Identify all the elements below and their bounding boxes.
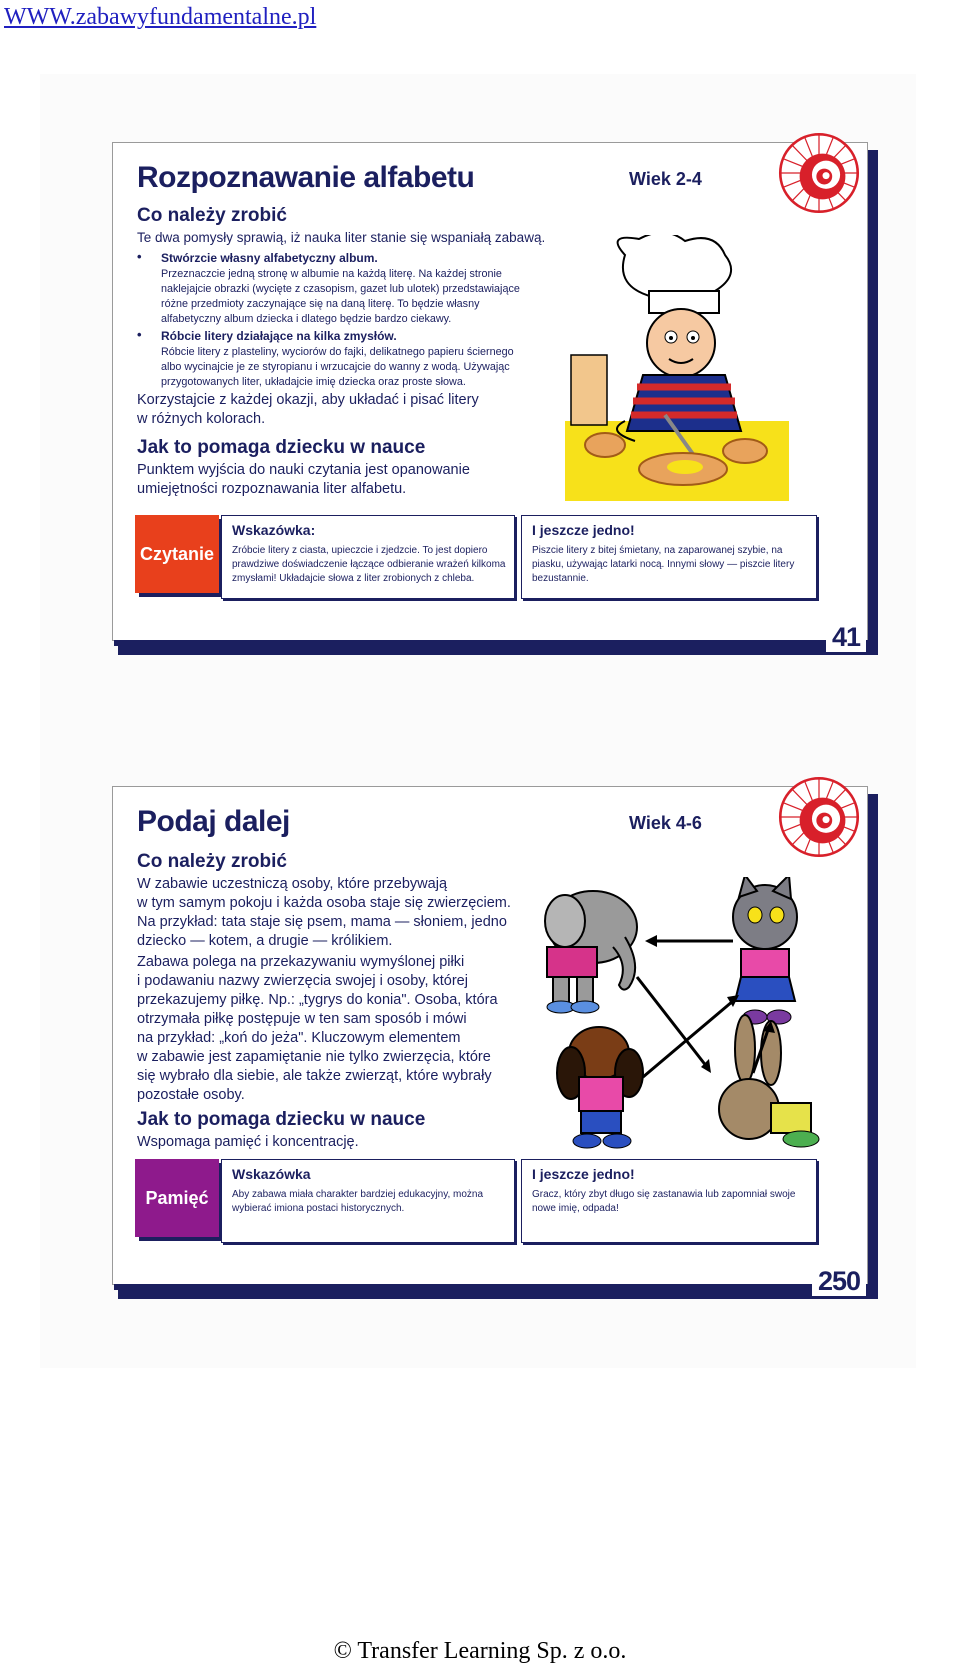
more-text: Piszcie litery z bitej śmietany, na zaparowanej szybie, na piasku, używając latarki nocą. Innymi słowy — piszcie litery bezustannie.: [532, 545, 795, 584]
section-heading-what: Co należy zrobić: [137, 851, 287, 872]
card-bottom-bar: [114, 1284, 872, 1290]
activity-card-alphabet: [112, 142, 872, 652]
cat-figure: [733, 877, 797, 1024]
category-badge: Pamięć: [135, 1159, 219, 1237]
tip-box: [221, 1159, 515, 1243]
bullet-heading: Stwórzcie własny alfabetyczny album.: [161, 251, 378, 265]
body-text-2: Zabawa polega na przekazywaniu wymyślonej piłki i podawaniu nazwy zwierzęcia swojej i osoby, której przekazujemy piłkę. Np.: „tygrys do konia". Osoba, która otrzymała piłkę postępuje w ten sam sposób i mówi na przykład: „koń do jeża". Kluczowym elementem w zabawie jest zapamiętanie nie tylko zwierzęcia, które się wybrało dla siebie, ale także zwierząt, które wybrały pozostałe osoby.: [137, 954, 498, 1103]
page-number: 250: [812, 1266, 866, 1296]
bullet-body: Róbcie litery z plasteliny, wyciorów do fajki, delikatnego papieru ściernego albo wycinajcie je ze styropianu i wrzucajcie do wanny z wodą. Używając przygotowanych liter, układajcie imię dziecka oraz proste słowa.: [161, 346, 514, 388]
bullet-marker: •: [137, 327, 142, 342]
body-text: W zabawie uczestniczą osoby, które przebywają w tym samym pokoju i każda osoba staje się zwierzęciem. Na przykład: tata staje się psem, mama — słoniem, jedno dziecko — kotem, a drugie — królikiem.: [137, 876, 511, 949]
tip-title: Wskazówka:: [232, 522, 316, 538]
card-face: [112, 786, 868, 1285]
card-bottom-bar: [114, 640, 872, 646]
bullet-body: Przeznaczcie jedną stronę w albumie na każdą literę. Na każdej stronie naklejajcie obrazki (wycięte z czasopism, gazet lub ulotek) przedstawiające różne przedmioty zaczynające się na daną literę. To będzie własny alfabetyczny album dziecka i dlatego będzie bardzo ciekawy.: [161, 268, 520, 325]
animals-illustration: [533, 877, 823, 1177]
bullet-marker: •: [137, 249, 142, 264]
tip-text: Zróbcie litery z ciasta, upieczcie i zjedzcie. To jest dopiero prawdziwe doświadczenie łączące odbieranie wrażeń kilkoma zmysłami! Układajcie słowa z liter zrobionych z chleba.: [232, 545, 506, 584]
tip-text: Aby zabawa miała charakter bardziej edukacyjny, można wybierać imiona postaci historycznych.: [232, 1189, 484, 1214]
rabbit-figure: [719, 1015, 819, 1147]
tip-title: Wskazówka: [232, 1166, 311, 1182]
more-text: Gracz, który zbyt długo się zastanawia lub zapomniał swoje nowe imię, odpada!: [532, 1189, 796, 1214]
how-text: Punktem wyjścia do nauki czytania jest opanowanie umiejętności rozpoznawania liter alfabetu.: [137, 462, 470, 497]
dog-figure: [557, 1027, 643, 1148]
intro-text: Te dwa pomysły sprawią, iż nauka liter stanie się wspaniałą zabawą.: [137, 230, 546, 245]
card-title: Rozpoznawanie alfabetu: [137, 161, 475, 194]
age-range: Wiek 4-6: [629, 813, 702, 833]
more-box: [521, 515, 817, 599]
more-box: [521, 1159, 817, 1243]
shell-logo-icon: [775, 129, 863, 217]
activity-card-pass-it-on: [112, 786, 872, 1296]
category-badge: Czytanie: [135, 515, 219, 593]
more-title: I jeszcze jedno!: [532, 522, 635, 538]
copyright-footer: © Transfer Learning Sp. z o.o.: [333, 1638, 627, 1664]
section-heading-how: Jak to pomaga dziecku w nauce: [137, 1109, 426, 1130]
tip-box: [221, 515, 515, 599]
card-title: Podaj dalej: [137, 805, 290, 838]
card-face: [112, 142, 868, 641]
closing-text: Korzystajcie z każdej okazji, aby układać i pisać litery w różnych kolorach.: [137, 392, 479, 427]
chef-boy-illustration: [565, 235, 795, 503]
how-text: Wspomaga pamięć i koncentrację.: [137, 1134, 359, 1150]
site-link[interactable]: WWW.zabawyfundamentalne.pl: [4, 4, 317, 30]
bullet-heading: Róbcie litery działające na kilka zmysłów.: [161, 329, 397, 343]
section-heading-what: Co należy zrobić: [137, 205, 287, 226]
elephant-figure: [545, 891, 637, 1013]
age-range: Wiek 2-4: [629, 169, 702, 189]
section-heading-how: Jak to pomaga dziecku w nauce: [137, 437, 426, 458]
page-number: 41: [826, 622, 866, 652]
more-title: I jeszcze jedno!: [532, 1166, 635, 1182]
shell-logo-icon: [775, 773, 863, 861]
